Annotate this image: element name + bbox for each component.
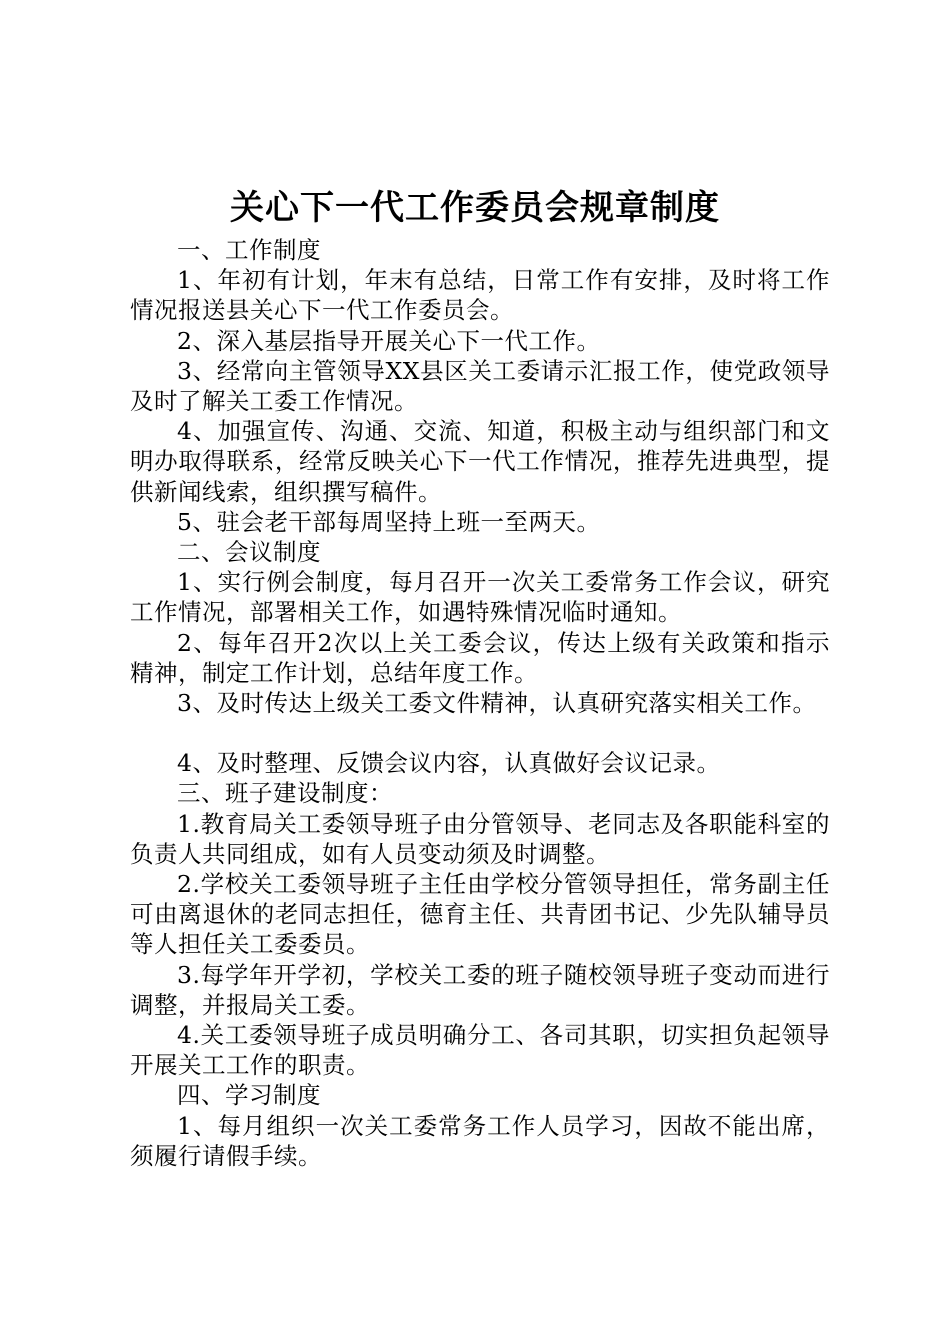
- document-body: [130, 235, 830, 1171]
- paragraph: 3.每学年开学初，学校关工委的班子随校领导班子变动而进行调整，并报局关工委。: [130, 960, 830, 1019]
- paragraph: 1、实行例会制度，每月召开一次关工委常务工作会议，研究工作情况，部署相关工作，如遇特殊情况临时通知。: [130, 568, 830, 627]
- section-heading: 二、会议制度: [177, 538, 321, 567]
- section-heading: 四、学习制度: [177, 1081, 321, 1110]
- paragraph: 4、加强宣传、沟通、交流、知道，积极主动与组织部门和文明办取得联系，经常反映关心下一代工作情况，推荐先进典型，提供新闻线索，组织撰写稿件。: [130, 417, 830, 506]
- paragraph: 3、经常向主管领导XX县区关工委请示汇报工作，使党政领导及时了解关工委工作情况。: [130, 356, 830, 416]
- paragraph: 4.关工委领导班子成员明确分工、各司其职，切实担负起领导开展关工工作的职责。: [130, 1021, 830, 1080]
- document-title: 关心下一代工作委员会规章制度: [230, 188, 720, 228]
- paragraph: 1、年初有计划，年末有总结，日常工作有安排，及时将工作情况报送县关心下一代工作委员会。: [130, 266, 830, 325]
- paragraph: 5、驻会老干部每周坚持上班一至两天。: [177, 507, 601, 536]
- section-heading: 三、班子建设制度：: [177, 779, 393, 808]
- paragraph: 1.教育局关工委领导班子由分管领导、老同志及各职能科室的负责人共同组成，如有人员变动须及时调整。: [130, 809, 830, 868]
- paragraph: 2、深入基层指导开展关心下一代工作。: [177, 326, 601, 355]
- section-heading: 一、工作制度: [177, 236, 321, 264]
- paragraph: 1、每月组织一次关工委常务工作人员学习，因故不能出席，须履行请假手续。: [130, 1111, 830, 1170]
- paragraph: 2、每年召开2次以上关工委会议，传达上级有关政策和指示精神，制定工作计划，总结年度工作。: [130, 628, 830, 687]
- paragraph: 3、及时传达上级关工委文件精神，认真研究落实相关工作。: [177, 689, 817, 718]
- paragraph: 2.学校关工委领导班子主任由学校分管领导担任，常务副主任可由离退休的老同志担任，德育主任、共青团书记、少先队辅导员等人担任关工委委员。: [130, 870, 830, 959]
- paragraph: 4、及时整理、反馈会议内容，认真做好会议记录。: [177, 749, 721, 778]
